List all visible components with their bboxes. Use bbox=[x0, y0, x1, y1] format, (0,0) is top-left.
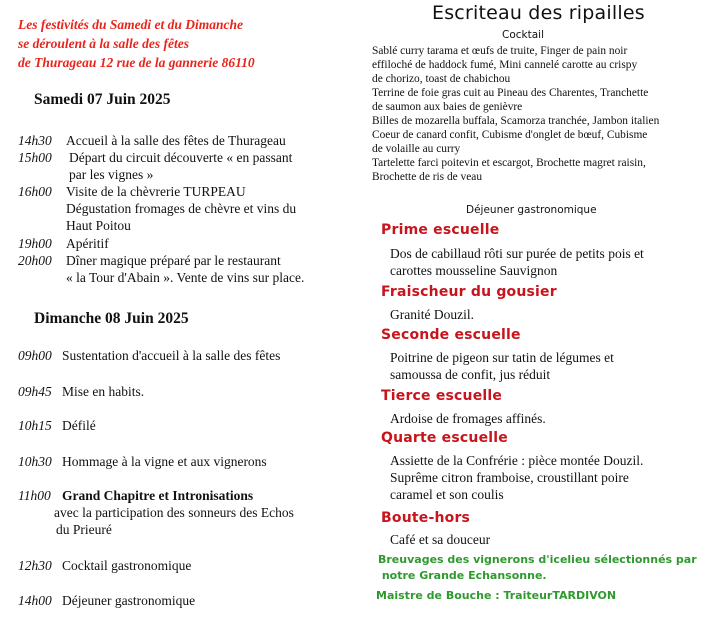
schedule-item bbox=[18, 183, 296, 234]
course-desc-line: samoussa de confit, jus réduit bbox=[390, 367, 551, 382]
event-time: 09h00 bbox=[18, 348, 52, 363]
cocktail-line: de saumon aux baies de genièvre bbox=[372, 101, 523, 113]
event-time: 09h45 bbox=[18, 384, 52, 399]
course-description bbox=[390, 410, 546, 427]
event-text: du Prieuré bbox=[56, 522, 112, 537]
event-text: Défilé bbox=[62, 418, 96, 433]
schedule-item bbox=[18, 347, 280, 364]
schedule-item bbox=[18, 383, 144, 400]
course-description bbox=[390, 531, 490, 548]
course-desc-line: Suprême citron framboise, croustillant poire bbox=[390, 470, 629, 485]
schedule-item bbox=[18, 149, 292, 183]
course-description bbox=[390, 245, 644, 279]
schedule-item bbox=[18, 557, 191, 574]
event-text: avec la participation des sonneurs des Echos bbox=[54, 505, 294, 520]
event-time: 16h00 bbox=[18, 184, 52, 199]
event-time: 11h00 bbox=[18, 488, 51, 503]
course-desc-line: Assiette de la Confrérie : pièce montée Douzil. bbox=[390, 453, 644, 468]
event-text: Dégustation fromages de chèvre et vins du bbox=[66, 201, 297, 216]
cocktail-label: Cocktail bbox=[502, 29, 544, 41]
course-desc-line: caramel et son coulis bbox=[390, 487, 504, 502]
footer-line: notre Grande Echansonne. bbox=[378, 569, 547, 582]
course-desc-line: Granité Douzil. bbox=[390, 307, 474, 322]
course-desc-line: carottes mousseline Sauvignon bbox=[390, 263, 558, 278]
event-time: 14h00 bbox=[18, 593, 52, 608]
course-description bbox=[390, 306, 474, 323]
cocktail-line: Coeur de canard confit, Cubisme d'onglet de bœuf, Cubisme bbox=[372, 129, 648, 141]
cocktail-line: Brochette de ris de veau bbox=[372, 171, 483, 183]
schedule-item bbox=[18, 487, 294, 538]
event-text: Hommage à la vigne et aux vignerons bbox=[62, 454, 267, 469]
course-description bbox=[390, 349, 614, 383]
schedule-item bbox=[18, 592, 195, 609]
saturday-title: Samedi 07 Juin 2025 bbox=[34, 91, 171, 108]
course-name: Boute-hors bbox=[381, 510, 471, 526]
course-name: Quarte escuelle bbox=[381, 430, 508, 446]
cocktail-list bbox=[372, 44, 722, 184]
course-name: Tierce escuelle bbox=[381, 388, 503, 404]
event-text: par les vignes » bbox=[69, 167, 154, 182]
course-name: Prime escuelle bbox=[381, 222, 500, 238]
course-name: Fraischeur du gousier bbox=[381, 284, 557, 300]
cocktail-line: effiloché de haddock fumé, Mini cannelé carotte au crispy bbox=[372, 59, 638, 71]
event-time: 20h00 bbox=[18, 253, 52, 268]
event-time: 15h00 bbox=[18, 150, 52, 165]
sunday-title: Dimanche 08 Juin 2025 bbox=[34, 310, 189, 327]
cocktail-line: Terrine de foie gras cuit au Pineau des Charentes, Tranchette bbox=[372, 87, 649, 99]
cocktail-line: Tartelette farci poitevin et escargot, Brochette magret raisin, bbox=[372, 157, 646, 169]
event-text: Mise en habits. bbox=[62, 384, 145, 399]
course-desc-line: Dos de cabillaud rôti sur purée de petits pois et bbox=[390, 246, 644, 261]
intro-line: se déroulent à la salle des fêtes bbox=[18, 36, 189, 51]
event-text: Accueil à la salle des fêtes de Thurageau bbox=[66, 133, 286, 148]
course-description bbox=[390, 452, 643, 503]
intro-block bbox=[18, 15, 348, 72]
event-text: Visite de la chèvrerie TURPEAU bbox=[66, 184, 246, 199]
course-desc-line: Poitrine de pigeon sur tatin de légumes et bbox=[390, 350, 614, 365]
event-time: 12h30 bbox=[18, 558, 52, 573]
event-text: Grand Chapitre et Intronisations bbox=[62, 488, 254, 503]
event-text: Apéritif bbox=[66, 236, 109, 251]
intro-line: de Thurageau 12 rue de la gannerie 86110 bbox=[18, 55, 255, 70]
event-text: Haut Poitou bbox=[66, 218, 131, 233]
schedule-item bbox=[18, 252, 304, 286]
event-text: Sustentation d'accueil à la salle des fêtes bbox=[62, 348, 281, 363]
cocktail-line: de volaille au curry bbox=[372, 143, 461, 155]
course-desc-line: Café et sa douceur bbox=[390, 532, 491, 547]
event-time: 14h30 bbox=[18, 133, 52, 148]
course-desc-line: Ardoise de fromages affinés. bbox=[390, 411, 546, 426]
event-text: Cocktail gastronomique bbox=[62, 558, 192, 573]
event-text: « la Tour d'Abain ». Vente de vins sur place. bbox=[66, 270, 305, 285]
event-text: Dîner magique préparé par le restaurant bbox=[66, 253, 281, 268]
caterer-credit: Maistre de Bouche : TraiteurTARDIVON bbox=[376, 589, 617, 602]
schedule-item bbox=[18, 235, 109, 252]
wine-note bbox=[378, 552, 697, 584]
event-time: 19h00 bbox=[18, 236, 52, 251]
event-time: 10h30 bbox=[18, 454, 52, 469]
event-text: Déjeuner gastronomique bbox=[62, 593, 196, 608]
intro-line: Les festivités du Samedi et du Dimanche bbox=[18, 17, 243, 32]
menu-title: Escriteau des ripailles bbox=[432, 2, 645, 24]
event-time: 10h15 bbox=[18, 418, 52, 433]
dejeuner-label: Déjeuner gastronomique bbox=[466, 204, 597, 216]
cocktail-line: Sablé curry tarama et œufs de truite, Finger de pain noir bbox=[372, 45, 628, 57]
event-text: Départ du circuit découverte « en passant bbox=[69, 150, 293, 165]
schedule-item bbox=[18, 417, 96, 434]
footer-line: Breuvages des vignerons d'icelieu sélectionnés par bbox=[378, 553, 697, 566]
schedule-item bbox=[18, 453, 267, 470]
course-name: Seconde escuelle bbox=[381, 327, 521, 343]
cocktail-line: de chorizo, toast de chabichou bbox=[372, 73, 511, 85]
cocktail-line: Billes de mozarella buffala, Scamorza tranchée, Jambon italien bbox=[372, 115, 660, 127]
schedule-item bbox=[18, 132, 286, 149]
